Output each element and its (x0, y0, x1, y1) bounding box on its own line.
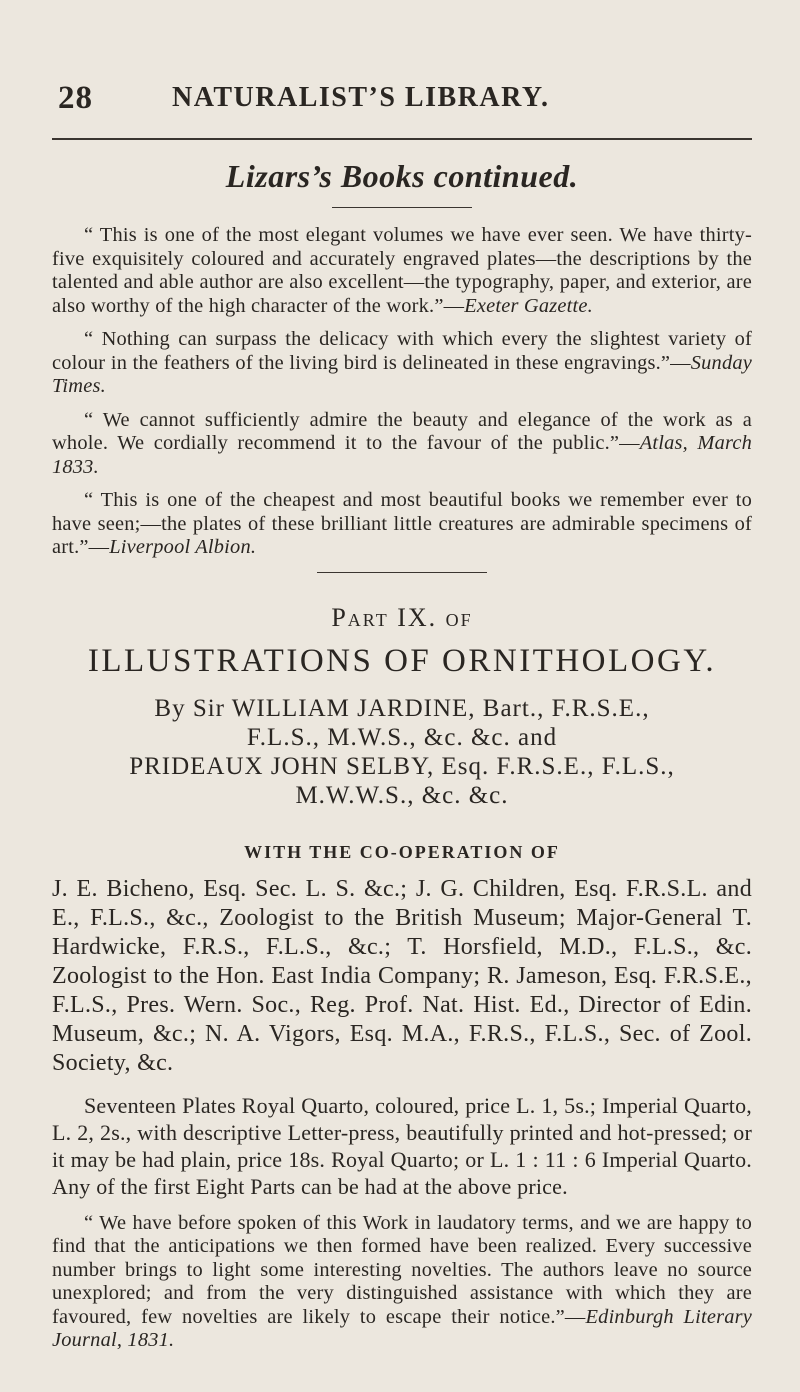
reviews (52, 224, 752, 560)
section-title: Lizars’s Books continued. (225, 158, 579, 194)
review-source: Sunday Times. (52, 351, 752, 397)
review-source: Edinburgh Literary Journal, 1831. (52, 1305, 752, 1351)
review-source: Exeter Gazette. (464, 294, 593, 317)
review-source: Atlas, March 1833. (52, 432, 752, 478)
collaborators-list: J. E. Bicheno, Esq. Sec. L. S. &c.; J. G. Children, Esq. F.R.S.L. and E., F.L.S., &c., Zoologist to the British Museum; Major-General T. Hardwicke, F.R.S., F.L.S., &c.; T. Horsfield, M.D., F.L.S., &c. Zoologist to the Hon. East India Company; R. Jameson, Esq. F.R.S.E., F.L.S., Pres. Wern. Soc., Reg. Prof. Nat. Hist. Ed., Director of Edin. Museum, &c.; N. A. Vigors, Esq. M.A., F.R.S., F.L.S., Sec. of Zool. Society, &c. (52, 875, 752, 1076)
part-label: Part IX. of (331, 602, 473, 632)
section-rule (332, 207, 472, 208)
price-paragraph: Seventeen Plates Royal Quarto, coloured, price L. 1, 5s.; Imperial Quarto, L. 2, 2s., with descriptive Letter-press, beautifully printed and hot-pressed; or it may be had plain, price 18s. Royal Quarto; or L. 1 : 11 : 6 Imperial Quarto. Any of the first Eight Parts can be had at the above price. (52, 1092, 752, 1199)
review-source: Liverpool Albion. (109, 536, 257, 558)
review-quote: “ We cannot sufficiently admire the beauty and elegance of the work as a whole. We cordially recommend it to the favour of the public.”—Atlas, March 1833. (52, 408, 752, 478)
running-head (52, 80, 752, 138)
work-title: ILLUSTRATIONS OF ORNITHOLOGY. (87, 642, 717, 679)
page-number: 28 (58, 80, 93, 116)
cooperation-heading: WITH THE CO-OPERATION OF (244, 841, 560, 862)
closing-review: “ We have before spoken of this Work in laudatory terms, and we are happy to find that the anticipations we then formed have been realized. Every successive number brings to light some interesting novelties. The authors leave no source unexplored; and from the very distinguished assistance with which they are favoured, few novelties are likely to escape their notice.”—Edinburgh Literary Journal, 1831. (52, 1211, 752, 1351)
authors-line: By Sir WILLIAM JARDINE, Bart., F.R.S.E., (154, 694, 650, 722)
review-quote: “ Nothing can surpass the delicacy with which every the slightest variety of colour in the feathers of the living bird is delineated in these engravings.”—Sunday Times. (52, 328, 752, 397)
authors-line: M.W.W.S., &c. &c. (295, 781, 509, 809)
running-title: NATURALIST’S LIBRARY. (172, 82, 550, 113)
authors-block (52, 694, 752, 810)
review-quote: “ This is one of the most elegant volumes we have ever seen. We have thirty-five exquisitely coloured and accurately engraved plates—the descriptions by the talented and able author are also excellent—the typography, paper, and exterior, are also worthy of the high character of the work.”—Exeter Gazette. (52, 224, 752, 317)
review-quote: “ This is one of the cheapest and most beautiful books we remember ever to have seen;—the plates of these brilliant little creatures are admirable specimens of art.”—Liverpool Albion. (52, 489, 752, 558)
header-rule (52, 138, 752, 140)
authors-line: PRIDEAUX JOHN SELBY, Esq. F.R.S.E., F.L.S., (129, 752, 675, 780)
divider-rule (317, 572, 487, 573)
authors-line: F.L.S., M.W.S., &c. &c. and (246, 723, 558, 751)
